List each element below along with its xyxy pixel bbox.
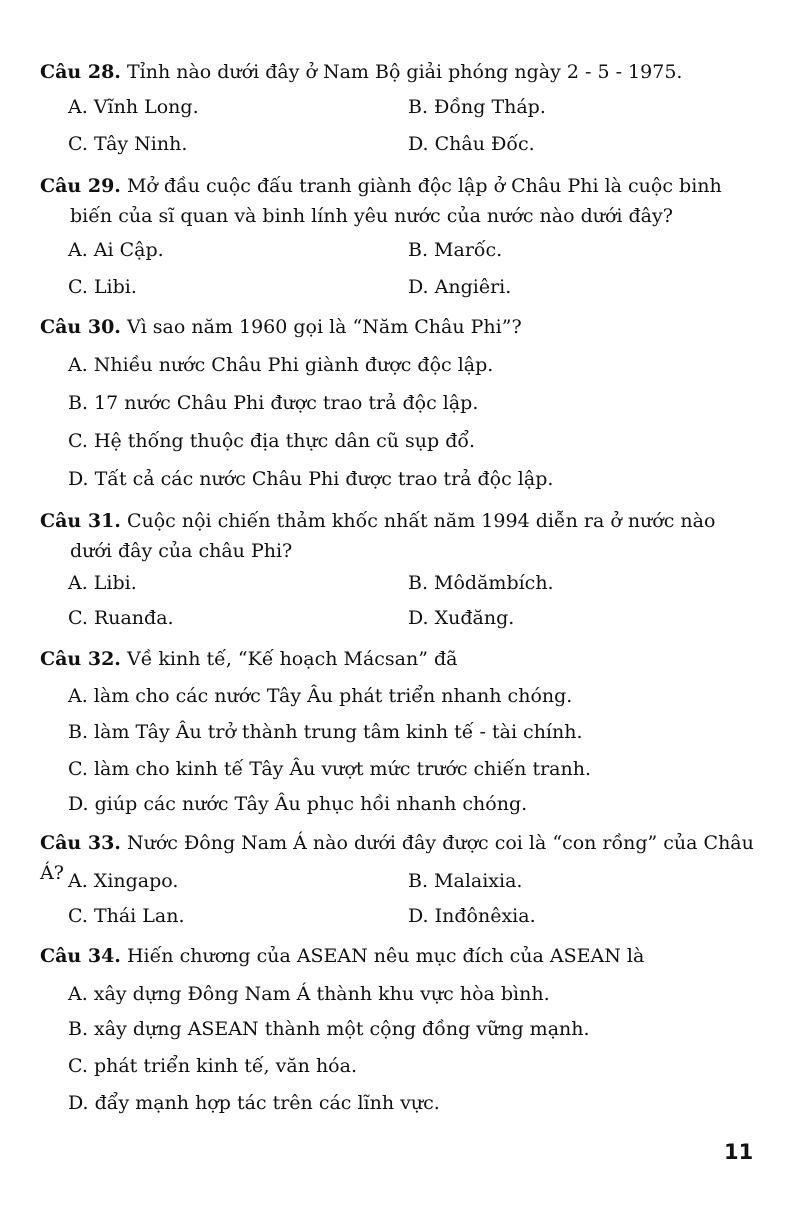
question-28	[40, 57, 765, 87]
question-31	[40, 506, 765, 566]
option-b: B. Môdămbích.	[408, 572, 554, 594]
question-number: Câu 32.	[40, 648, 121, 670]
page-number: 11	[724, 1140, 754, 1164]
option-a: A. Vĩnh Long.	[68, 96, 199, 118]
question-number: Câu 33.	[40, 832, 121, 854]
option-d: D. giúp các nước Tây Âu phục hồi nhanh chóng.	[68, 793, 528, 815]
option-d: D. Tất cả các nước Châu Phi được trao trả độc lập.	[68, 468, 554, 490]
option-a: A. Ai Cập.	[68, 239, 164, 261]
option-c: C. Hệ thống thuộc địa thực dân cũ sụp đổ.	[68, 430, 476, 452]
option-d: D. Châu Đốc.	[408, 133, 535, 155]
question-number: Câu 34.	[40, 945, 121, 967]
question-30	[40, 312, 765, 342]
option-a: A. Nhiều nước Châu Phi giành được độc lập.	[68, 354, 494, 376]
option-c: C. Tây Ninh.	[68, 133, 188, 155]
option-a: A. xây dựng Đông Nam Á thành khu vực hòa bình.	[68, 983, 550, 1005]
question-text: Vì sao năm 1960 gọi là “Năm Châu Phi”?	[126, 316, 522, 338]
question-number: Câu 29.	[40, 175, 121, 197]
option-c: C. Libi.	[68, 276, 137, 298]
option-b: B. 17 nước Châu Phi được trao trả độc lập.	[68, 392, 479, 414]
option-d: D. Inđônêxia.	[408, 905, 536, 927]
question-number: Câu 28.	[40, 61, 121, 83]
question-text: Về kinh tế, “Kế hoạch Mácsan” đã	[126, 648, 458, 670]
option-c: C. làm cho kinh tế Tây Âu vượt mức trước chiến tranh.	[68, 758, 592, 780]
option-c: C. Ruanđa.	[68, 607, 174, 629]
option-b: B. Marốc.	[408, 239, 503, 261]
question-number: Câu 31.	[40, 510, 121, 532]
option-d: D. đẩy mạnh hợp tác trên các lĩnh vực.	[68, 1092, 440, 1114]
option-b: B. xây dựng ASEAN thành một cộng đồng vững mạnh.	[68, 1018, 590, 1040]
question-text: Hiến chương của ASEAN nêu mục đích của ASEAN là	[126, 945, 645, 967]
question-text: Nước Đông Nam Á nào dưới đây được coi là “con rồng” của Châu Á?	[40, 832, 754, 884]
question-34	[40, 941, 765, 971]
question-text: Tỉnh nào dưới đây ở Nam Bộ giải phóng ngày 2 - 5 - 1975.	[126, 61, 683, 83]
option-d: D. Xuđăng.	[408, 607, 515, 629]
question-text-continued: dưới đây của châu Phi?	[70, 540, 293, 562]
option-d: D. Angiêri.	[408, 276, 512, 298]
option-b: B. làm Tây Âu trở thành trung tâm kinh tế - tài chính.	[68, 721, 583, 743]
question-32	[40, 644, 765, 674]
question-text: Cuộc nội chiến thảm khốc nhất năm 1994 diễn ra ở nước nào	[126, 510, 716, 532]
option-c: C. phát triển kinh tế, văn hóa.	[68, 1055, 357, 1077]
question-number: Câu 30.	[40, 316, 121, 338]
option-c: C. Thái Lan.	[68, 905, 185, 927]
question-text-continued: biến của sĩ quan và binh lính yêu nước của nước nào dưới đây?	[70, 205, 673, 227]
question-29	[40, 171, 765, 231]
question-text: Mở đầu cuộc đấu tranh giành độc lập ở Châu Phi là cuộc binh	[126, 175, 722, 197]
option-a: A. Libi.	[68, 572, 137, 594]
option-a: A. Xingapo.	[68, 870, 179, 892]
option-a: A. làm cho các nước Tây Âu phát triển nhanh chóng.	[68, 685, 573, 707]
option-b: B. Malaixia.	[408, 870, 523, 892]
option-b: B. Đồng Tháp.	[408, 96, 546, 118]
